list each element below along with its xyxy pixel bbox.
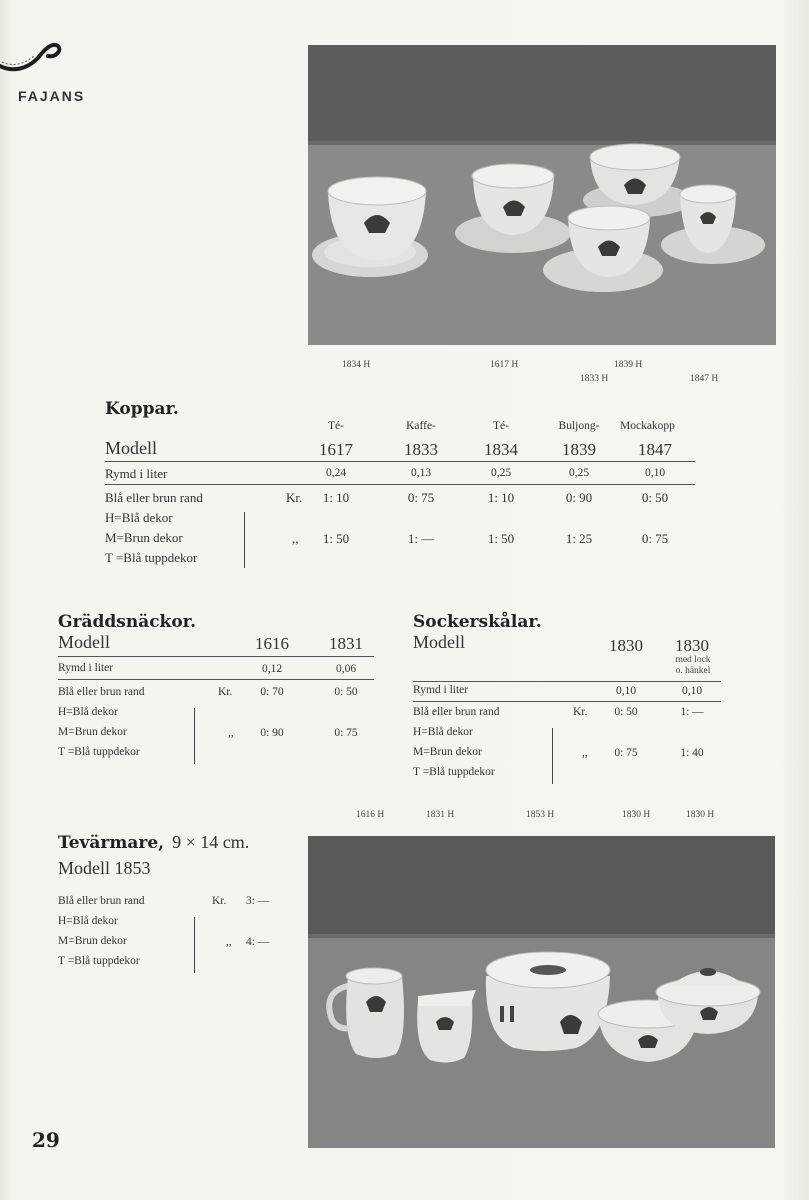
gradd-rymd-1831: 0,06 (335, 663, 357, 675)
socker-rymd-label: Rymd i liter (413, 684, 469, 696)
tev-price-rand: 3: — (246, 895, 270, 907)
socker-note-2: o. hänkel (675, 666, 711, 676)
price-1833-rand: 0: 75 (407, 490, 435, 505)
price-1839-dekor: 1: 25 (565, 531, 593, 546)
caption-1847: 1847 H (690, 374, 719, 384)
gradd-modell-label: Modell (58, 632, 110, 652)
price-1833-dekor: 1: — (407, 531, 435, 546)
tev-dekor-m: M=Brun dekor (58, 935, 127, 947)
gradd-rule-1 (58, 656, 374, 657)
socker-modell-label: Modell (413, 632, 465, 652)
socker-ditto: ,, (582, 747, 588, 759)
model-1833: 1833 (404, 440, 438, 459)
socker-price-2-rand: 1: — (680, 706, 704, 718)
koppar-row1-label: Blå eller brun rand (105, 490, 203, 505)
socker-price-1-dekor: 0: 75 (614, 747, 638, 759)
tevarmare-size: 9 × 14 cm. (172, 832, 250, 852)
rymd-1834: 0,25 (490, 467, 512, 479)
price-1834-dekor: 1: 50 (487, 531, 515, 546)
gradd-price-1616-rand: 0: 70 (260, 686, 284, 698)
socker-rule-1 (413, 681, 721, 682)
rymd-1833: 0,13 (410, 467, 432, 479)
koppar-modell-label: Modell (105, 438, 157, 458)
koppar-brace (244, 512, 245, 568)
socker-model-1830a: 1830 (609, 636, 643, 655)
caption2-1831: 1831 H (426, 810, 455, 820)
model-1834: 1834 (484, 440, 518, 459)
tev-dekor-h: H=Blå dekor (58, 915, 118, 927)
caption2-1616: 1616 H (356, 810, 385, 820)
gradd-rymd-1616: 0,12 (261, 663, 283, 675)
tev-dekor-t: T =Blå tuppdekor (58, 955, 140, 967)
model-1847: 1847 (638, 440, 672, 459)
gradd-rule-2 (58, 679, 374, 680)
gradd-ditto: ,, (228, 727, 234, 739)
gradd-model-1616: 1616 (255, 634, 289, 653)
tevarmare-title: Tevärmare, (58, 833, 165, 853)
section-header: FAJANS (18, 88, 86, 104)
rymd-1839: 0,25 (568, 467, 590, 479)
kind-buljong: Buljong- (558, 420, 600, 432)
tev-currency: Kr. (212, 895, 227, 907)
koppar-ditto: ,, (292, 531, 299, 546)
socker-dekor-h: H=Blå dekor (413, 726, 473, 738)
koppar-currency: Kr. (286, 490, 303, 505)
graddsnackor-title: Gräddsnäckor. (58, 612, 196, 632)
caption-1617: 1617 H (490, 360, 519, 370)
photo-cups (308, 45, 776, 345)
socker-note-1: med lock (675, 655, 711, 665)
binder-cord-icon (0, 36, 62, 78)
koppar-dekor-m: M=Brun dekor (105, 530, 183, 545)
socker-currency: Kr. (573, 706, 588, 718)
page-number: 29 (32, 1128, 60, 1152)
caption2-1853: 1853 H (526, 810, 555, 820)
socker-rymd-2: 0,10 (681, 685, 703, 697)
kind-kaffe: Kaffe- (406, 420, 436, 432)
price-1617-rand: 1: 10 (322, 490, 350, 505)
socker-rule-2 (413, 701, 721, 702)
socker-brace (552, 728, 553, 784)
socker-rymd-1: 0,10 (615, 685, 637, 697)
gradd-brace (194, 708, 195, 764)
gradd-dekor-m: M=Brun dekor (58, 726, 127, 738)
model-1617: 1617 (319, 440, 353, 459)
tevarmare-heading (58, 832, 249, 853)
rymd-1847: 0,10 (644, 467, 666, 479)
gradd-row1-label: Blå eller brun rand (58, 686, 145, 698)
koppar-title: Koppar. (105, 399, 179, 419)
price-1834-rand: 1: 10 (487, 490, 515, 505)
tevarmare-modell: Modell 1853 (58, 858, 151, 878)
socker-model-1830b: 1830 (675, 636, 709, 655)
gradd-price-1831-rand: 0: 50 (334, 686, 358, 698)
caption2-1830b: 1830 H (686, 810, 715, 820)
tev-row1-label: Blå eller brun rand (58, 895, 145, 907)
koppar-rymd-label: Rymd i liter (105, 466, 168, 481)
socker-price-1-rand: 0: 50 (614, 706, 638, 718)
gradd-price-1616-dekor: 0: 90 (260, 727, 284, 739)
price-1617-dekor: 1: 50 (322, 531, 350, 546)
price-1847-rand: 0: 50 (641, 490, 669, 505)
caption2-1830a: 1830 H (622, 810, 651, 820)
model-1839: 1839 (562, 440, 596, 459)
kind-te-2: Té- (493, 420, 509, 432)
sockerskalar-title: Sockerskålar. (413, 612, 542, 632)
price-1847-dekor: 0: 75 (641, 531, 669, 546)
price-1839-rand: 0: 90 (565, 490, 593, 505)
rymd-1617: 0,24 (325, 467, 347, 479)
socker-dekor-t: T =Blå tuppdekor (413, 766, 495, 778)
gradd-model-1831: 1831 (329, 634, 363, 653)
socker-row1-label: Blå eller brun rand (413, 706, 500, 718)
kind-mockakopp: Mockakopp (620, 420, 675, 432)
koppar-dekor-t: T =Blå tuppdekor (105, 550, 198, 565)
caption-1839: 1839 H (614, 360, 643, 370)
caption-1833: 1833 H (580, 374, 609, 384)
kind-te-1: Té- (328, 420, 344, 432)
caption-1834: 1834 H (342, 360, 371, 370)
gradd-rymd-label: Rymd i liter (58, 662, 114, 674)
tev-ditto: ,, (226, 936, 232, 948)
tev-brace (194, 917, 195, 973)
tev-price-dekor: 4: — (246, 936, 270, 948)
koppar-rule-2 (105, 484, 695, 485)
gradd-dekor-h: H=Blå dekor (58, 706, 118, 718)
socker-price-2-dekor: 1: 40 (680, 747, 704, 759)
gradd-dekor-t: T =Blå tuppdekor (58, 746, 140, 758)
koppar-dekor-h: H=Blå dekor (105, 510, 173, 525)
photo-creamers (308, 836, 775, 1148)
gradd-price-1831-dekor: 0: 75 (334, 727, 358, 739)
koppar-rule-1 (105, 461, 695, 462)
socker-dekor-m: M=Brun dekor (413, 746, 482, 758)
gradd-currency: Kr. (218, 686, 233, 698)
